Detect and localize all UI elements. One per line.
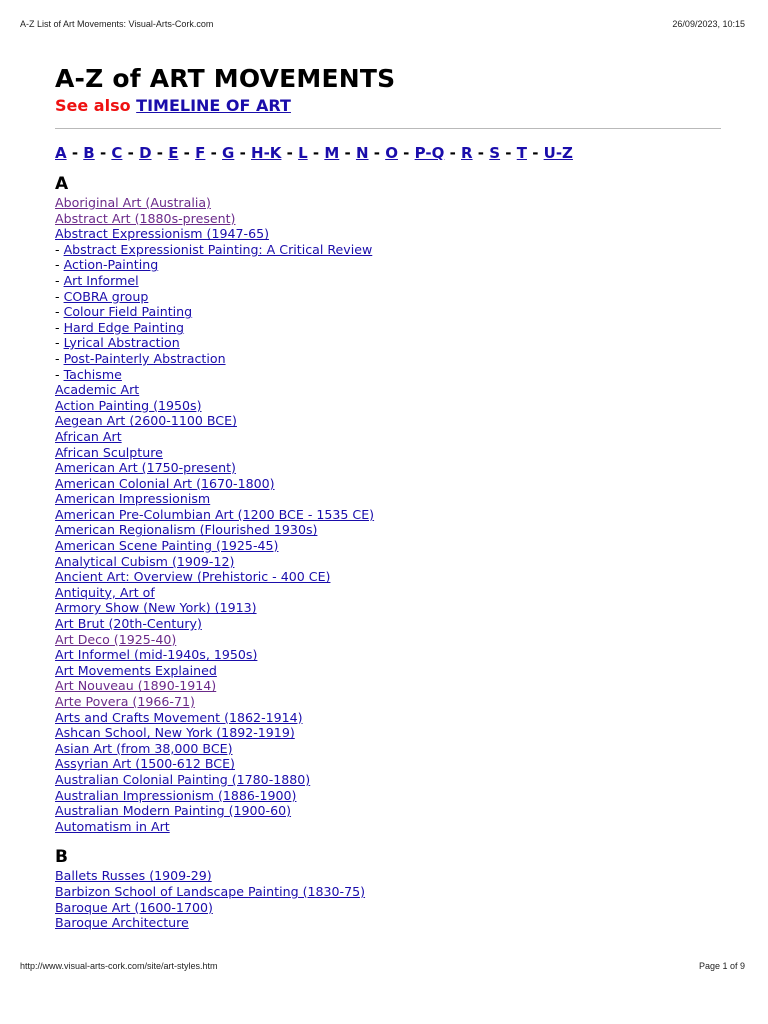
page-title: A-Z of ART MOVEMENTS: [55, 64, 396, 93]
list-item: [55, 803, 721, 819]
list-item: [55, 710, 721, 726]
list-item: [55, 632, 721, 648]
print-footer: [20, 961, 745, 971]
alphabet-link-s[interactable]: S: [489, 144, 501, 162]
alphabet-separator: -: [472, 144, 490, 162]
art-movement-link[interactable]: Barbizon School of Landscape Painting (1830-75): [55, 883, 366, 899]
section-list-a: [55, 195, 721, 834]
art-movement-link[interactable]: Abstract Art (1880s-present): [55, 210, 236, 226]
list-item: [55, 382, 721, 398]
timeline-of-art-link[interactable]: TIMELINE OF ART: [136, 96, 291, 115]
print-footer-url: http://www.visual-arts-cork.com/site/art-styles.htm: [20, 961, 218, 971]
list-item: [55, 756, 721, 772]
alphabet-separator: -: [122, 144, 140, 162]
list-item: [55, 538, 721, 554]
art-movement-link[interactable]: Art Informel (mid-1940s, 1950s): [55, 647, 258, 663]
list-item: [55, 413, 721, 429]
art-movement-link[interactable]: Asian Art (from 38,000 BCE): [55, 740, 233, 756]
alphabet-link-e[interactable]: E: [168, 144, 179, 162]
alphabet-separator: -: [66, 144, 84, 162]
list-item: [55, 367, 721, 383]
list-item: [55, 273, 721, 289]
sub-item-dash: -: [55, 304, 64, 320]
art-movement-link[interactable]: Assyrian Art (1500-612 BCE): [55, 756, 235, 772]
list-item: [55, 335, 721, 351]
art-movement-link[interactable]: Aegean Art (2600-1100 BCE): [55, 413, 237, 429]
print-header-datetime: 26/09/2023, 10:15: [672, 19, 745, 29]
alphabet-separator: -: [234, 144, 252, 162]
alphabet-link-b[interactable]: B: [83, 144, 95, 162]
alphabet-separator: -: [526, 144, 544, 162]
list-item: [55, 289, 721, 305]
sub-item-dash: -: [55, 257, 64, 273]
sub-item-dash: -: [55, 319, 64, 335]
art-movement-link[interactable]: American Impressionism: [55, 491, 211, 507]
print-header: [20, 19, 745, 29]
list-item: [55, 900, 721, 916]
alphabet-separator: -: [281, 144, 299, 162]
section-list-b: [55, 868, 721, 930]
art-movement-link[interactable]: Australian Colonial Painting (1780-1880): [55, 771, 311, 787]
list-item: [55, 445, 721, 461]
art-movement-link[interactable]: African Art: [55, 428, 122, 444]
sub-item-dash: -: [55, 350, 64, 366]
art-movement-link[interactable]: American Scene Painting (1925-45): [55, 538, 279, 554]
alphabet-separator: -: [178, 144, 196, 162]
alphabet-separator: -: [444, 144, 462, 162]
art-movement-link[interactable]: Action Painting (1950s): [55, 397, 202, 413]
alphabet-link-n[interactable]: N: [355, 144, 369, 162]
list-item: [55, 226, 721, 242]
sub-item-dash: -: [55, 272, 64, 288]
sub-item-dash: -: [55, 288, 64, 304]
list-item: [55, 507, 721, 523]
list-item: [55, 429, 721, 445]
art-movement-link[interactable]: Antiquity, Art of: [55, 584, 155, 600]
art-movement-link[interactable]: American Regionalism (Flourished 1930s): [55, 522, 318, 538]
list-item: [55, 195, 721, 211]
list-item: [55, 772, 721, 788]
list-item: [55, 915, 721, 931]
section-heading-b: B: [55, 847, 68, 868]
alphabet-link-p-q[interactable]: P-Q: [414, 144, 445, 162]
list-item: [55, 694, 721, 710]
list-item: [55, 884, 721, 900]
sub-item-dash: -: [55, 241, 64, 257]
list-item: [55, 788, 721, 804]
art-movement-link[interactable]: Art Informel: [63, 272, 139, 288]
alphabet-link-l[interactable]: L: [298, 144, 308, 162]
sub-item-dash: -: [55, 335, 64, 351]
art-movement-link[interactable]: Baroque Art (1600-1700): [55, 899, 213, 915]
art-movement-link[interactable]: Academic Art: [55, 382, 140, 398]
art-movement-link[interactable]: Baroque Architecture: [55, 915, 189, 931]
list-item: [55, 678, 721, 694]
list-item: [55, 476, 721, 492]
alphabet-link-f[interactable]: F: [195, 144, 206, 162]
art-movement-link[interactable]: Ancient Art: Overview (Prehistoric - 400 CE): [55, 569, 331, 585]
list-item: [55, 647, 721, 663]
list-item: [55, 257, 721, 273]
alphabet-link-o[interactable]: O: [385, 144, 398, 162]
art-movement-link[interactable]: Analytical Cubism (1909-12): [55, 553, 235, 569]
art-movement-link[interactable]: Art Movements Explained: [55, 662, 217, 678]
art-movement-link[interactable]: Ballets Russes (1909-29): [55, 868, 212, 884]
art-movement-link[interactable]: Australian Modern Painting (1900-60): [55, 803, 292, 819]
art-movement-link[interactable]: Action-Painting: [63, 257, 159, 273]
art-movement-link[interactable]: Colour Field Painting: [63, 304, 193, 320]
art-movement-link[interactable]: Art Brut (20th-Century): [55, 616, 202, 632]
alphabet-index: [55, 143, 721, 163]
art-movement-link[interactable]: Automatism in Art: [55, 818, 170, 834]
art-movement-link[interactable]: Armory Show (New York) (1913): [55, 600, 257, 616]
alphabet-link-d[interactable]: D: [139, 144, 152, 162]
alphabet-link-t[interactable]: T: [516, 144, 527, 162]
art-movement-link[interactable]: Arte Povera (1966-71): [55, 694, 195, 709]
art-movement-link[interactable]: American Pre-Columbian Art (1200 BCE - 1535 CE): [55, 506, 375, 522]
alphabet-link-h-k[interactable]: H-K: [251, 144, 282, 162]
alphabet-link-g[interactable]: G: [222, 144, 235, 162]
art-movement-link[interactable]: Abstract Expressionist Painting: A Critical Review: [63, 241, 373, 257]
alphabet-separator: -: [151, 144, 169, 162]
list-item: [55, 211, 721, 227]
list-item: [55, 600, 721, 616]
list-item: [55, 460, 721, 476]
divider: [55, 128, 721, 129]
art-movement-link[interactable]: Post-Painterly Abstraction: [63, 350, 226, 366]
list-item: [55, 569, 721, 585]
list-item: [55, 616, 721, 632]
list-item: [55, 491, 721, 507]
list-item: [55, 242, 721, 258]
art-movement-link[interactable]: Tachisme: [63, 366, 122, 382]
alphabet-link-u-z[interactable]: U-Z: [543, 144, 573, 162]
alphabet-separator: -: [500, 144, 517, 162]
art-movement-link[interactable]: African Sculpture: [55, 444, 163, 460]
see-also-line: [55, 95, 721, 117]
list-item: [55, 663, 721, 679]
alphabet-link-m[interactable]: M: [324, 144, 340, 162]
list-item: [55, 351, 721, 367]
alphabet-separator: -: [368, 144, 386, 162]
art-movement-link[interactable]: American Art (1750-present): [55, 460, 236, 476]
art-movement-link[interactable]: COBRA group: [63, 288, 149, 304]
art-movement-link[interactable]: Australian Impressionism (1886-1900): [55, 787, 297, 803]
art-movement-link[interactable]: Abstract Expressionism (1947-65): [55, 226, 270, 242]
list-item: [55, 522, 721, 538]
art-movement-link[interactable]: Art Nouveau (1890-1914): [55, 678, 217, 694]
sub-item-dash: -: [55, 366, 64, 382]
print-header-title: A-Z List of Art Movements: Visual-Arts-Cork.com: [20, 19, 214, 29]
alphabet-separator: -: [397, 144, 415, 162]
list-item: [55, 304, 721, 320]
list-item: [55, 868, 721, 884]
alphabet-separator: -: [205, 144, 223, 162]
alphabet-link-r[interactable]: R: [461, 144, 473, 162]
art-movement-link[interactable]: Lyrical Abstraction: [63, 335, 180, 351]
list-item: [55, 554, 721, 570]
print-footer-page: Page 1 of 9: [698, 961, 745, 971]
section-heading-a: A: [55, 174, 69, 194]
page-content: [55, 64, 721, 931]
art-movement-link[interactable]: Aboriginal Art (Australia): [55, 195, 211, 210]
alphabet-separator: -: [307, 144, 325, 162]
list-item: [55, 398, 721, 414]
alphabet-separator: -: [94, 144, 112, 162]
art-movement-link[interactable]: American Colonial Art (1670-1800): [55, 475, 275, 491]
art-movement-link[interactable]: Arts and Crafts Movement (1862-1914): [55, 709, 303, 725]
list-item: [55, 725, 721, 741]
art-movement-link[interactable]: Hard Edge Painting: [63, 319, 185, 335]
alphabet-link-c[interactable]: C: [111, 144, 123, 162]
list-item: [55, 741, 721, 757]
list-item: [55, 320, 721, 336]
alphabet-link-a[interactable]: A: [55, 144, 67, 162]
art-movement-link[interactable]: Ashcan School, New York (1892-1919): [55, 725, 295, 741]
see-also-prefix: See also: [55, 96, 131, 115]
alphabet-separator: -: [339, 144, 356, 162]
list-item: [55, 585, 721, 601]
list-item: [55, 819, 721, 835]
art-movement-link[interactable]: Art Deco (1925-40): [55, 631, 177, 647]
